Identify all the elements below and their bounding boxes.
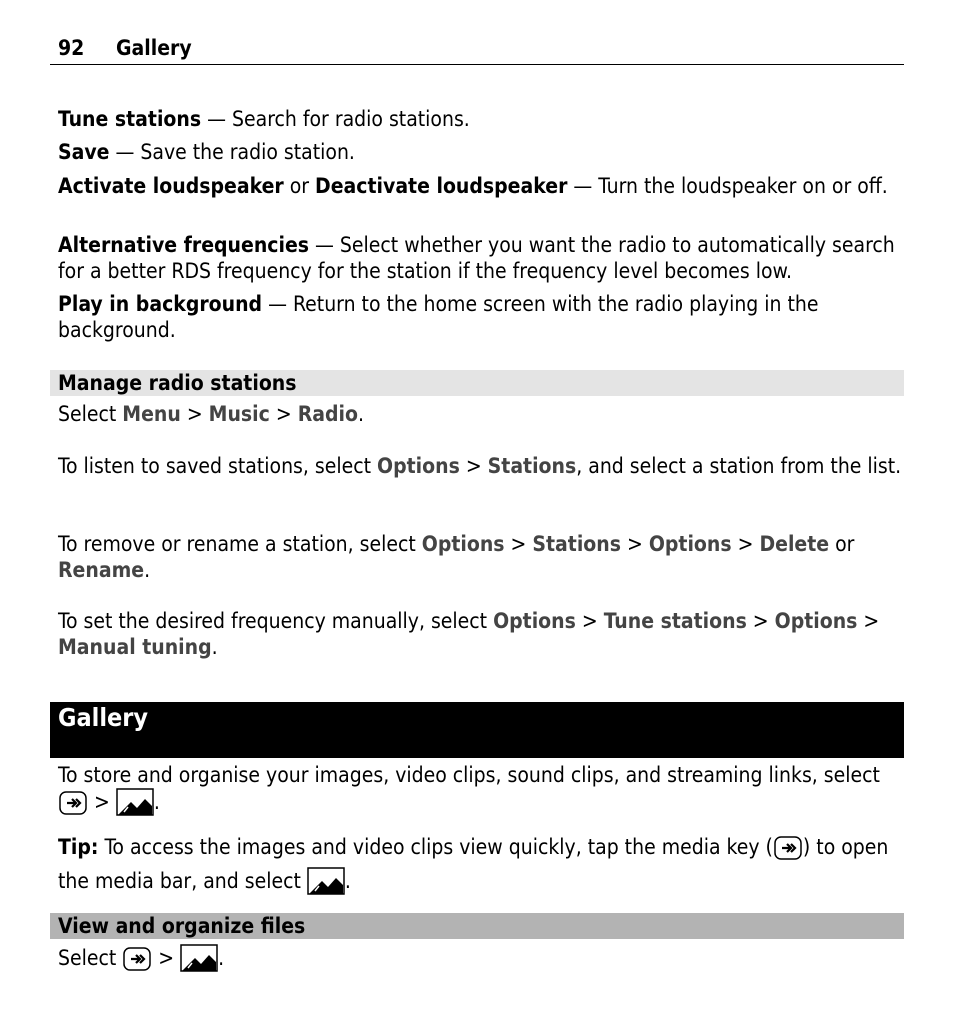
gallery-icon: [180, 944, 218, 978]
option-desc: — Turn the loudspeaker on or off.: [567, 174, 888, 198]
gallery-section-heading: Gallery: [50, 702, 904, 758]
tip-label: Tip:: [58, 835, 99, 859]
manage-frequency: To set the desired frequency manually, select Options > Tune stations > Options > Manual tuning.: [58, 609, 880, 659]
option-desc: — Select whether you want the radio to automatically search for a better RDS frequency for the station if the frequency level becomes low.: [58, 233, 895, 283]
option-label: Tune stations: [58, 107, 202, 131]
view-organize-heading: View and organize files: [50, 913, 904, 939]
media-key-icon: [58, 790, 88, 822]
manage-listen: To listen to saved stations, select Options > Stations, and select a station from the list.: [58, 454, 902, 478]
option-save: [58, 139, 904, 165]
manage-remove: To remove or rename a station, select Options > Stations > Options > Delete or Rename.: [58, 532, 855, 582]
option-label: Activate loudspeaker: [58, 174, 284, 198]
media-key-icon: [122, 946, 152, 978]
option-desc: — Search for radio stations.: [201, 107, 470, 131]
gallery-icon: [116, 788, 154, 822]
option-label-2: Deactivate loudspeaker: [315, 174, 568, 198]
gallery-icon: [307, 867, 345, 901]
header-title: Gallery: [116, 36, 192, 60]
option-loudspeaker: [58, 173, 904, 199]
menu-item-music: Music: [208, 402, 270, 426]
option-alternative-frequencies: [58, 232, 904, 284]
gallery-tip: Tip: To access the images and video clips view quickly, tap the media key ( ) to open the media bar, and select .: [58, 834, 904, 901]
manage-heading: Manage radio stations: [50, 370, 904, 396]
option-label: Save: [58, 140, 110, 164]
header-rule: [50, 64, 904, 65]
media-key-icon: [773, 835, 803, 867]
option-play-in-background: [58, 291, 904, 343]
option-desc: — Save the radio station.: [109, 140, 355, 164]
option-connector: or: [283, 174, 316, 198]
menu-item-radio: Radio: [297, 402, 358, 426]
page-number: 92: [58, 36, 85, 60]
option-desc: — Return to the home screen with the radio playing in the background.: [58, 292, 819, 342]
option-label: Play in background: [58, 292, 263, 316]
manage-select-path: Select Menu > Music > Radio.: [58, 402, 364, 426]
view-select-path: Select > .: [58, 944, 904, 978]
option-label: Alternative frequencies: [58, 233, 310, 257]
menu-item-menu: Menu: [122, 402, 181, 426]
gallery-intro: To store and organise your images, video clips, sound clips, and streaming links, select > .: [58, 762, 904, 822]
page-header: [58, 36, 192, 60]
option-tune-stations: [58, 106, 904, 132]
